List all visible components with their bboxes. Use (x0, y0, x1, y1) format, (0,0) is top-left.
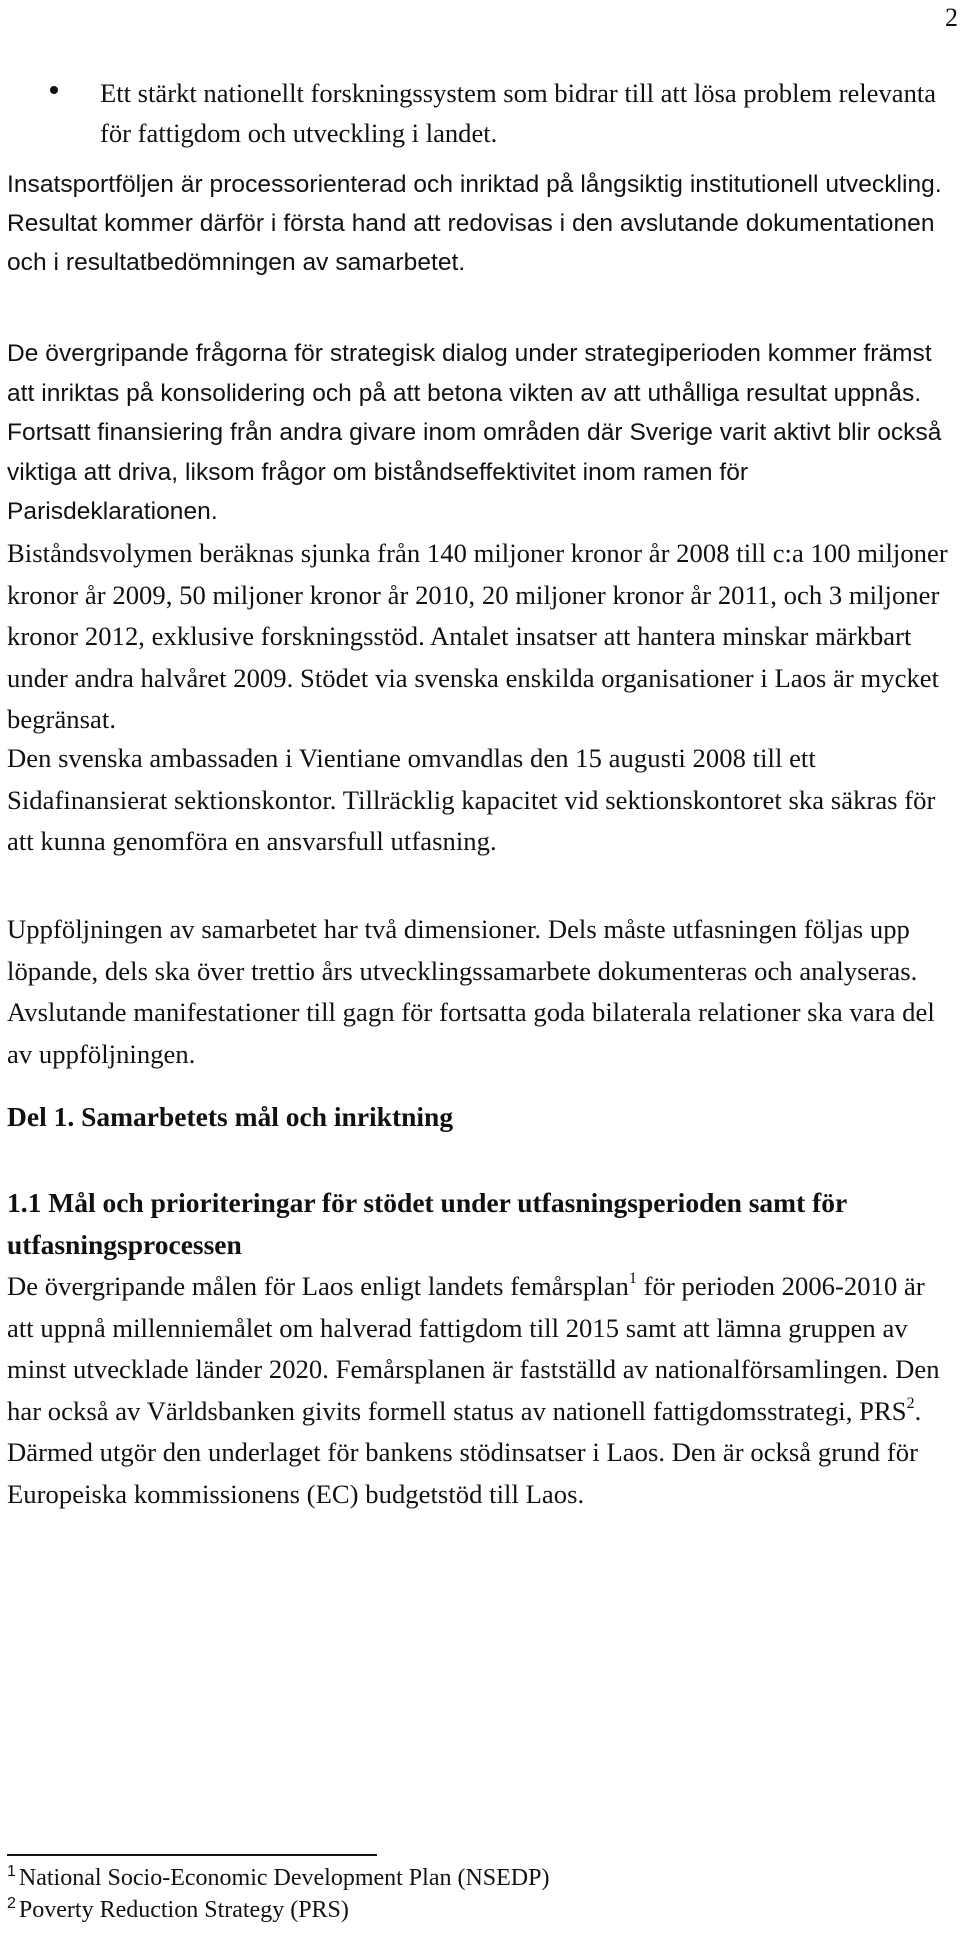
footnote-reference-2[interactable]: 2 (906, 1394, 915, 1412)
page-number: 2 (945, 3, 958, 32)
section-heading: Del 1. Samarbetets mål och inriktning (7, 1101, 454, 1132)
paragraph-goals-text-3: . Därmed utgör den underlaget för bankens stödinsatser i Laos. Den är också grund för Europeiska kommissionens (EC) budgetstöd till Laos. (7, 1395, 922, 1509)
footnote-reference-1[interactable]: 1 (628, 1270, 637, 1288)
paragraph-portfolio: Insatsportföljen är processorienterad och inriktad på långsiktig institutionell utveckling. Resultat kommer därför i första hand att redovisas i den avslutande dokumentationen och i resultatbedömningen av samarbetet. (7, 171, 942, 276)
paragraph-strategic-dialogue: De övergripande frågorna för strategisk dialog under strategiperioden kommer främst att inriktas på konsolidering och på att betona vikten av att uthålliga resultat uppnås. Fortsatt finansiering från andra givare inom områden där Sverige varit aktivt blir också viktiga att driva, liksom frågor om biståndseffektivitet inom ramen för Parisdeklarationen. (7, 340, 942, 525)
paragraph-embassy: Den svenska ambassaden i Vientiane omvandlas den 15 augusti 2008 till ett Sidafinansierat sektionskontor. Tillräcklig kapacitet vid sektionskontoret ska säkras för att kunna genomföra en ansvarsfull utfasning. (7, 743, 936, 856)
paragraph-goals-text-2: för perioden 2006-2010 är att uppnå millenniemålet om halverad fattigdom till 2015 samt att lämna gruppen av minst utvecklade länder 2020. Femårsplanen är fastställd av nationalförsamlingen. Den har också av Världsbanken givits formell status av nationell fattigdomsstrategi, PRS (7, 1271, 940, 1426)
paragraph-follow-up: Uppföljningen av samarbetet har två dimensioner. Dels måste utfasningen följas upp löpande, dels ska över trettio års utvecklingssamarbete dokumenteras och analyseras. Avslutande manifestationer till gagn för fortsatta goda bilaterala relationer ska vara del av uppföljningen. (7, 914, 935, 1069)
paragraph-goals (7, 1266, 953, 1515)
paragraph-aid-volume: Biståndsvolymen beräknas sjunka från 140 miljoner kronor år 2008 till c:a 100 miljoner kronor år 2009, 50 miljoner kronor år 2010, 20 miljoner kronor år 2011, och 3 miljoner kronor 2012, exklusive forskningsstöd. Antalet insatser att hantera minskar märkbart under andra halvåret 2009. Stödet via svenska enskilda organisationer i Laos är mycket begränsat. (7, 538, 948, 734)
footnote-text-1: National Socio-Economic Development Plan (NSEDP) (18, 1865, 550, 1891)
footnote-text-2: Poverty Reduction Strategy (PRS) (18, 1897, 349, 1923)
footnote-divider (7, 1854, 377, 1856)
footnote-1 (7, 1863, 937, 1896)
footnote-2 (7, 1895, 937, 1928)
bullet-text: Ett stärkt nationellt forskningssystem som bidrar till att lösa problem relevanta för fattigdom och utveckling i landet. (100, 78, 937, 148)
paragraph-goals-text-1: De övergripande målen för Laos enligt landets femårsplan (7, 1271, 629, 1301)
subsection-heading: 1.1 Mål och prioriteringar för stödet under utfasningsperioden samt för utfasningsprocessen (7, 1187, 847, 1260)
bullet-icon (50, 86, 58, 94)
footnote-marker-2: 2 (7, 1895, 16, 1912)
footnote-marker-1: 1 (7, 1863, 16, 1880)
